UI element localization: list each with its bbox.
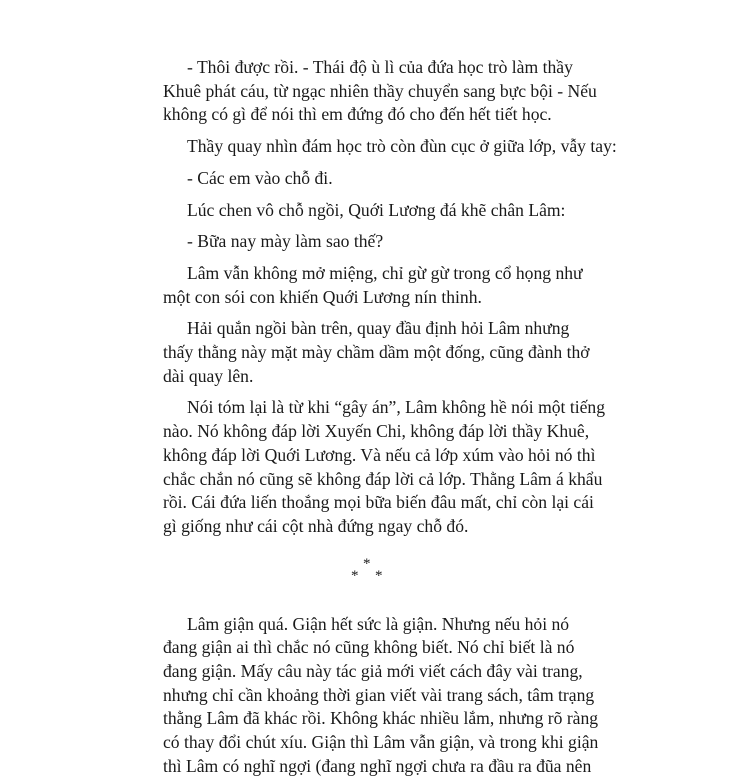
paragraph (163, 199, 610, 223)
text-line: không đáp lời Quới Lương. Và nếu cả lớp xúm vào hỏi nó thì (163, 444, 596, 465)
paragraph (163, 135, 617, 159)
text-line: thì Lâm có nghĩ ngợi (đang nghĩ ngợi chưa ra đầu ra đũa nên (163, 755, 592, 776)
paragraph (163, 56, 610, 127)
text-line: rồi. Cái đứa liến thoắng mọi bữa biến đâu mất, chỉ còn lại cái (163, 492, 594, 513)
text-line: Hải quắn ngồi bàn trên, quay đầu định hỏi Lâm nhưng (187, 318, 570, 339)
text-line: dài quay lên. (163, 365, 254, 386)
text-line: Nói tóm lại là từ khi “gây án”, Lâm không hề nói một tiếng (187, 397, 606, 418)
text-line: không có gì để nói thì em đứng đó cho đến hết tiết học. (163, 104, 552, 125)
paragraph (163, 262, 610, 309)
section-separator (163, 549, 610, 601)
text-line: đang giận. Mấy câu này tác giả mới viết cách đây vài trang, (163, 661, 583, 682)
text-line: Lâm vẫn không mở miệng, chỉ gừ gừ trong cổ họng như (187, 262, 583, 283)
text-line: có thay đổi chút xíu. Giận thì Lâm vẫn giận, và trong khi giận (163, 732, 599, 753)
text-line: đang giận ai thì chắc nó cũng không biết. Nó chỉ biết là nó (163, 637, 575, 658)
text-line: Thầy quay nhìn đám học trò còn đùn cục ở giữa lớp, vẫy tay: (187, 136, 617, 157)
text-line: một con sói con khiến Quới Lương nín thinh. (163, 286, 482, 307)
text-line: gì giống như cái cột nhà đứng ngay chỗ đó. (163, 515, 469, 536)
paragraph (163, 167, 610, 191)
text-line: Khuê phát cáu, từ ngạc nhiên thầy chuyển sang bực bội - Nếu (163, 80, 597, 101)
paragraph (163, 317, 610, 388)
text-line: Lâm giận quá. Giận hết sức là giận. Nhưng nếu hỏi nó (187, 613, 570, 634)
text-line: thằng Lâm đã khác rồi. Không khác nhiều lắm, nhưng rõ ràng (163, 708, 599, 729)
text-line: - Các em vào chỗ đi. (187, 167, 333, 188)
text-line: nhưng chỉ cần khoảng thời gian viết vài trang sách, tâm trạng (163, 684, 595, 705)
paragraph (163, 396, 610, 538)
text-line: - Thôi được rồi. - Thái độ ù lì của đứa học trò làm thầy (187, 57, 573, 77)
separator-star: * (351, 567, 359, 584)
paragraph (163, 230, 610, 254)
paragraph (163, 613, 610, 779)
text-line: - Bữa nay mày làm sao thế? (187, 231, 384, 252)
text-line: nào. Nó không đáp lời Xuyến Chi, không đáp lời thầy Khuê, (163, 421, 590, 442)
separator-star: * (375, 567, 383, 584)
text-line: chắc chắn nó cũng sẽ không đáp lời cả lớp. Thằng Lâm á khẩu (163, 468, 603, 489)
separator-star: * (363, 555, 371, 572)
text-line: thấy thằng này mặt mày chầm dầm một đống, cũng đành thở (163, 342, 590, 363)
text-line: Lúc chen vô chỗ ngồi, Quới Lương đá khẽ chân Lâm: (187, 199, 566, 220)
